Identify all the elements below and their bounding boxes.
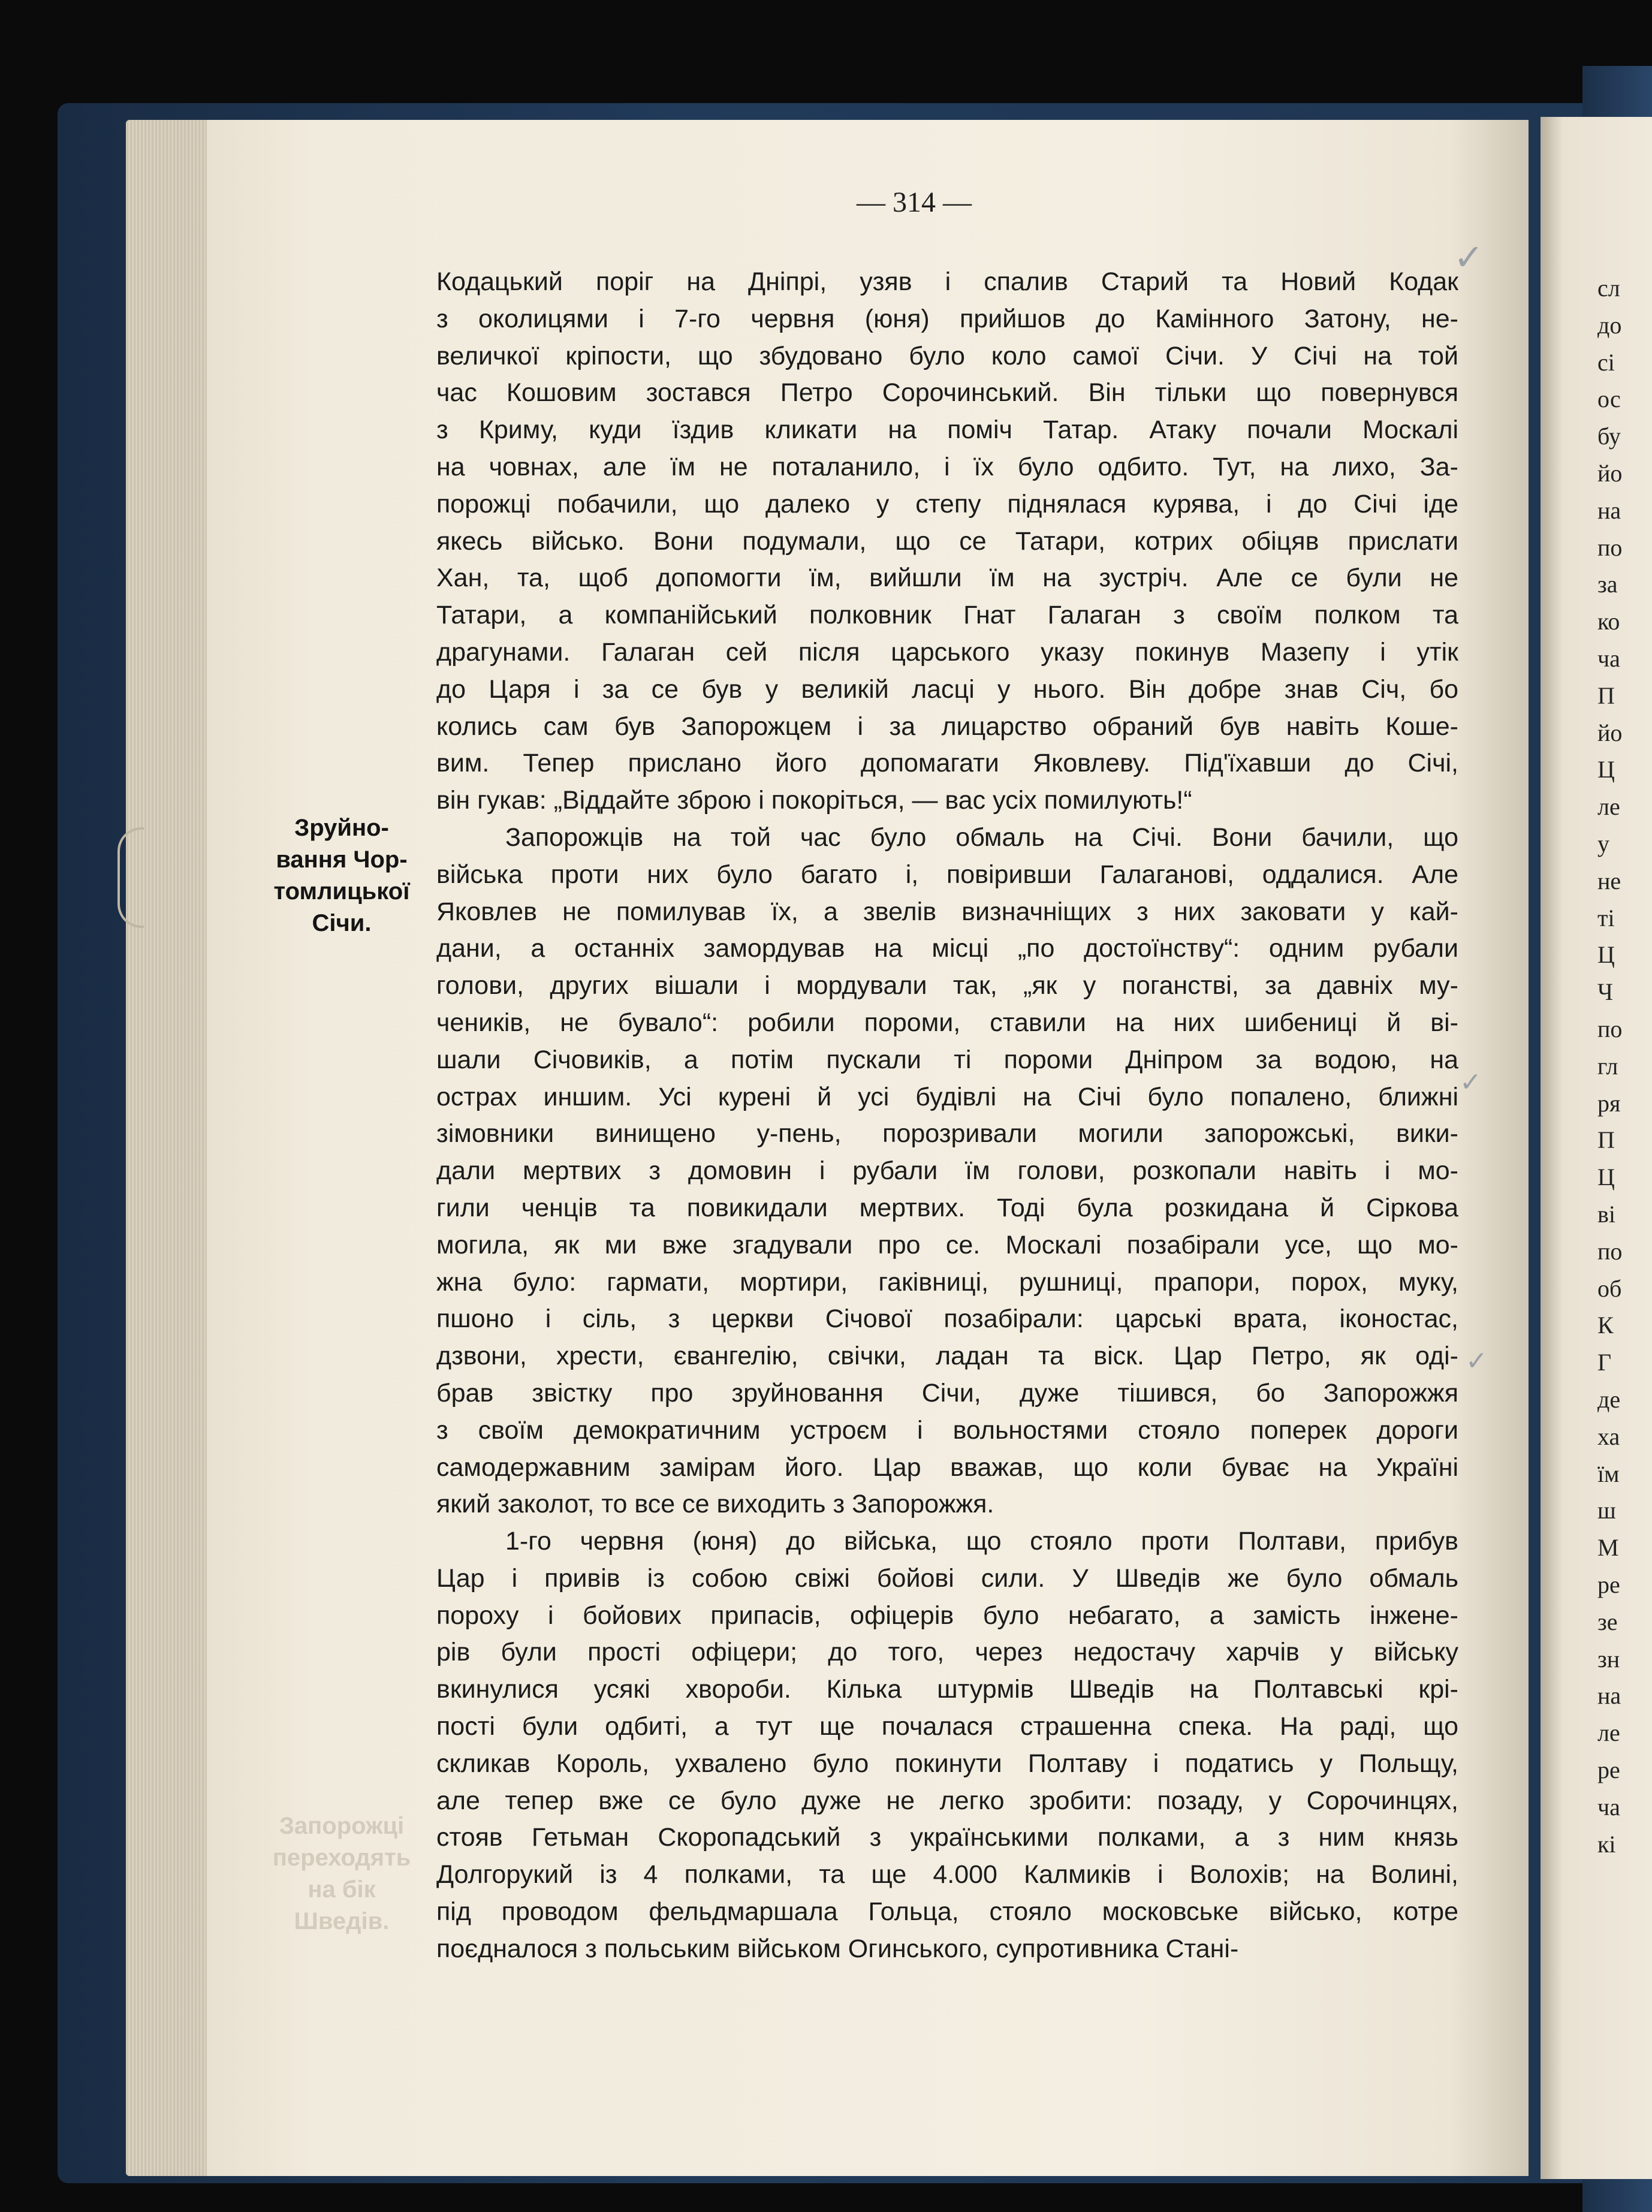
text-line: чеників, не бувало“: робили пороми, ставили на них шибениці й ві- [436, 1008, 1458, 1037]
text-line: шали Січовиків, а потім пускали ті пороми Дніпром за водою, на [436, 1045, 1458, 1074]
right-page-text-fragment: об [1597, 1274, 1622, 1302]
page-number: — 314 — [857, 186, 972, 218]
text-line: дали мертвих з домовин і рубали їм голови, розкопали навіть і мо- [436, 1156, 1458, 1186]
right-page-text-fragment: ко [1597, 608, 1620, 635]
text-line: війська проти них було багато і, повіривши Галаганові, оддалися. Але [436, 860, 1458, 889]
text-line: Татари, а компанійський полковник Гнат Галаган з своїм полком та [436, 601, 1458, 630]
margin-note-destruction-of-sich [258, 812, 426, 939]
right-page-text-fragment: їм [1597, 1460, 1620, 1487]
right-page-text-fragment: К [1597, 1312, 1614, 1339]
right-page-text-fragment: йо [1597, 719, 1623, 746]
right-page-text-fragment: на [1597, 496, 1621, 524]
right-page-text-fragment: гл [1597, 1052, 1618, 1080]
right-page-text-fragment: не [1597, 867, 1621, 894]
margin-note-cossacks-join-swedes [267, 1810, 417, 1937]
text-line: Долгорукий із 4 полками, та ще 4.000 Калмиків і Волохів; на Волині, [436, 1860, 1458, 1889]
right-page-text-fragment: П [1597, 682, 1615, 709]
right-page-text-fragment: сі [1597, 348, 1615, 376]
text-line: з околицями і 7-го червня (юня) прийшов до Камінного Затону, не- [436, 304, 1458, 333]
text-line: гили ченців та повикидали мертвих. Тоді була розкидана й Сіркова [436, 1193, 1458, 1222]
right-page-text-fragment: П [1597, 1126, 1615, 1154]
text-line: поєдналося з польським військом Огинського, супротивника Стані- [436, 1934, 1239, 1963]
text-line: скликав Король, ухвалено було покинути Полтаву і податись у Польщу, [436, 1749, 1458, 1778]
text-line: він гукав: „Віддайте зброю і покоріться, — вас усіх помилують!“ [436, 786, 1192, 815]
text-line: стояв Гетьман Скоропадський з українськими полками, а з ним князь [436, 1823, 1458, 1852]
text-line: жна було: гармати, мортири, гаківниці, рушниці, прапори, порох, муку, [436, 1267, 1458, 1297]
text-line: колись сам був Запорожцем і за лицарство обраний був навіть Коше- [436, 712, 1458, 741]
right-page-text-fragment: ті [1597, 904, 1615, 932]
right-page-text-fragment: ле [1597, 793, 1620, 821]
text-line: який заколот, то все се виходить з Запорожжя. [436, 1490, 994, 1519]
right-page-text-fragment: зе [1597, 1608, 1618, 1635]
right-page-text-fragment: Ч [1597, 978, 1613, 1006]
right-page-text-fragment: йо [1597, 460, 1623, 487]
text-line: 1-го червня (юня) до війська, що стояло проти Полтави, прибув [505, 1527, 1458, 1556]
margin-note-line: вання Чор- [276, 846, 408, 873]
text-line: вим. Тепер прислано його допомагати Яковлеву. Під'їхавши до Січі, [436, 749, 1458, 778]
text-line: Запорожців на той час було обмаль на Січі. Вони бачили, що [505, 822, 1458, 852]
page-clip [117, 827, 144, 928]
body-text [436, 264, 1458, 1968]
text-line: величкої кріпости, що збудовано було коло самої Січи. У Січі на той [436, 341, 1458, 370]
right-page-text-fragment: ха [1597, 1423, 1620, 1450]
text-line: голови, других вішали і мордували так, „як у поганстві, за давніх му- [436, 971, 1458, 1000]
right-page-text-fragment: Ц [1597, 756, 1615, 783]
text-line: з Криму, куди їздив кликати на поміч Татар. Атаку почали Москалі [436, 415, 1458, 445]
right-page-text-fragment: М [1597, 1534, 1619, 1562]
right-page-text-fragment: по [1597, 534, 1623, 561]
text-line: брав звістку про зруйновання Січи, дуже тішився, бо Запорожжя [436, 1378, 1458, 1408]
margin-note-line: Запорожці [279, 1813, 405, 1839]
right-page-text-fragment: ча [1597, 1793, 1620, 1821]
margin-note-line: томлицької [273, 878, 410, 905]
right-page [1541, 117, 1652, 2179]
text-line: драгунами. Галаган сей після царського указу покинув Мазепу і утік [436, 637, 1458, 667]
right-page-text-fragment: ле [1597, 1719, 1620, 1747]
right-page-text-fragment: по [1597, 1015, 1623, 1042]
text-line: дзвони, хрести, євангелію, свічки, ладан та віск. Цар Петро, як оді- [436, 1342, 1458, 1371]
text-line: острах иншим. Усі курені й усі будівлі на Січі було попалено, ближні [436, 1082, 1458, 1111]
pencil-check-mark: ✓ [1454, 237, 1484, 279]
text-line: пшоно і сіль, з церкви Січової позабірали: царські врата, іконостас, [436, 1304, 1458, 1334]
text-line: але тепер вже се було дуже не легко зробити: позаду, у Сорочинцях, [436, 1786, 1458, 1815]
text-line: до Царя і за се був у великій ласці у нього. Він добре знав Січ, бо [436, 674, 1458, 704]
right-page-text-fragment: бу [1597, 423, 1621, 450]
right-page-text-fragment: Г [1597, 1349, 1612, 1376]
text-line: з своїм демократичним устроєм і вольностями стояло поперек дороги [436, 1415, 1458, 1445]
text-line: могила, як ми вже згадували про се. Москалі позабірали усе, що мо- [436, 1230, 1458, 1259]
right-page-text-fragment: до [1597, 311, 1622, 339]
text-line: зімовники винищено у-пень, порозривали могили запорожські, вики- [436, 1119, 1458, 1149]
text-line: порожці побачили, що далеко у степу піднялася курява, і до Січі іде [436, 489, 1458, 519]
right-page-text-fragment: за [1597, 571, 1618, 598]
right-page-text-fragment: кі [1597, 1830, 1616, 1858]
text-line: якесь військо. Вони подумали, що се Татари, котрих обіцяв прислати [436, 526, 1458, 556]
right-page-text-fragment: ря [1597, 1089, 1621, 1117]
margin-note-line: Січи. [312, 910, 372, 936]
right-page-text-fragment: зн [1597, 1645, 1620, 1672]
pencil-check-mark: ✓ [1460, 1067, 1482, 1098]
text-line: пороху і бойових припасів, офіцерів було небагато, а замість інжене- [436, 1601, 1458, 1630]
text-line: самодержавним замірам його. Цар вважав, що коли буває на Україні [436, 1452, 1458, 1482]
text-line: Кодацький поріг на Дніпрі, узяв і спалив Старий та Новий Кодак [436, 267, 1458, 296]
right-page-text-fragment: на [1597, 1682, 1621, 1710]
right-page-text-fragment: у [1597, 830, 1609, 857]
margin-note-line: на бік [308, 1876, 376, 1903]
text-line: Хан, та, щоб допомогти їм, вийшли їм на зустріч. Але се були не [436, 563, 1458, 593]
right-page-text-fragment: ві [1597, 1201, 1615, 1228]
right-page-text-fragment: по [1597, 1237, 1623, 1265]
margin-note-line: Шведів. [294, 1908, 390, 1934]
text-line: Цар і привів із собою свіжі бойові сили. У Шведів же було обмаль [436, 1563, 1458, 1593]
margin-note-line: Зруйно- [294, 815, 389, 841]
text-line: рів були прості офіцери; до того, через недостачу харчів у війську [436, 1638, 1458, 1667]
right-page-text-fragment: сл [1597, 275, 1620, 302]
right-page-text-fragment: де [1597, 1386, 1621, 1413]
right-page-text-fragment: ре [1597, 1756, 1620, 1783]
pencil-check-mark: ✓ [1466, 1346, 1488, 1376]
text-line: дани, а останніх замордував на місці „по достоїнству“: одним рубали [436, 934, 1458, 963]
margin-note-line: переходять [272, 1845, 411, 1871]
right-page-text-fragment: ш [1597, 1497, 1616, 1524]
text-line: на човнах, але їм не поталанило, і їх було одбито. Тут, на лихо, За- [436, 452, 1458, 481]
text-line: час Кошовим зостався Петро Сорочинський. Він тільки що повернувся [436, 378, 1458, 408]
text-line: під проводом фельдмаршала Гольца, стояло московське військо, котре [436, 1897, 1458, 1927]
text-line: Яковлев не помилував їх, а звелів визначніщих з них заковати у кай- [436, 897, 1458, 926]
right-page-text-fragment: ре [1597, 1571, 1620, 1598]
page-block-edge [126, 120, 216, 2176]
right-page-text-fragment: ча [1597, 645, 1620, 672]
text-line: вкинулися усякі хвороби. Кілька штурмів Шведів на Полтавські крі- [436, 1675, 1458, 1704]
right-page-text-fragment: Ц [1597, 1164, 1615, 1191]
text-line: пості були одбиті, а тут ще почалася страшенна спека. На раді, що [436, 1712, 1458, 1741]
right-page-text-fragment: ос [1597, 385, 1621, 413]
right-page-text-fragment: Ц [1597, 941, 1615, 969]
